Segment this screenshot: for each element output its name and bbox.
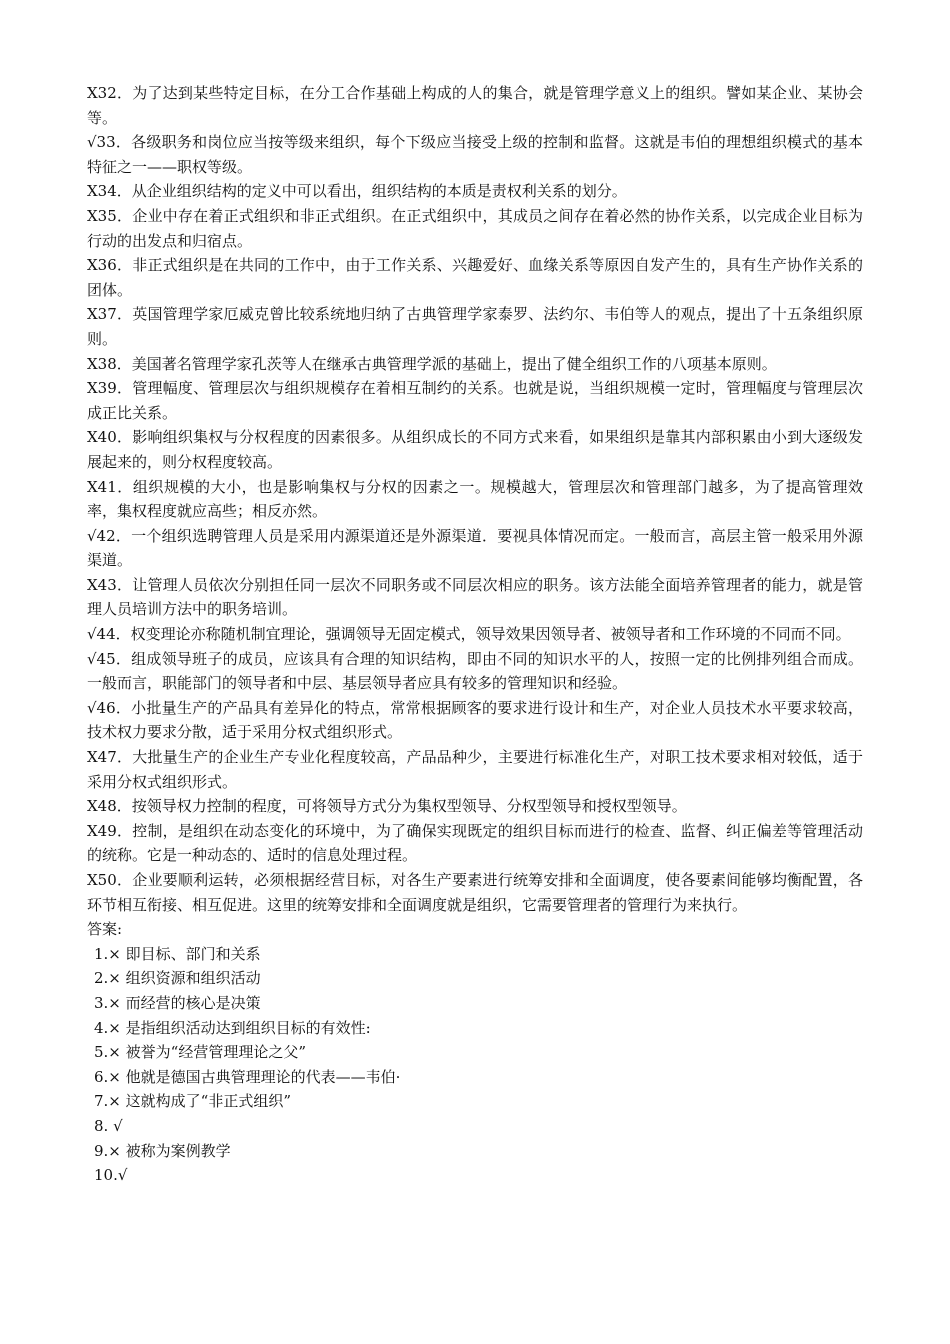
- document-page: [87, 81, 863, 1188]
- question-item: √46．小批量生产的产品具有差异化的特点，常常根据顾客的要求进行设计和生产，对企业人员技术水平要求较高，技术权力要求分散，适于采用分权式组织形式。: [87, 698, 863, 742]
- answer-item: 10.√: [94, 1166, 128, 1185]
- question-item: X43．让管理人员依次分别担任同一层次不同职务或不同层次相应的职务。该方法能全面培养管理者的能力，就是管理人员培训方法中的职务培训。: [87, 575, 863, 619]
- question-item: X37．英国管理学家厄威克曾比较系统地归纳了古典管理学家泰罗、法约尔、韦伯等人的观点，提出了十五条组织原则。: [87, 305, 863, 348]
- question-item: √33．各级职务和岗位应当按等级来组织，每个下级应当接受上级的控制和监督。这就是韦伯的理想组织模式的基本特征之一——职权等级。: [87, 133, 863, 176]
- question-item: X39．管理幅度、管理层次与组织规模存在着相互制约的关系。也就是说，当组织规模一定时，管理幅度与管理层次成正比关系。: [87, 379, 863, 422]
- question-item: √42．一个组织选聘管理人员是采用内源渠道还是外源渠道．要视具体情况而定。一般而言，高层主管一般采用外源渠道。: [87, 526, 863, 570]
- question-item: √44．权变理论亦称随机制宜理论，强调领导无固定模式，领导效果因领导者、被领导者和工作环境的不同而不同。: [87, 625, 851, 644]
- question-item: √45．组成领导班子的成员，应该具有合理的知识结构，即由不同的知识水平的人，按照一定的比例排列组合而成。一般而言，职能部门的领导者和中层、基层领导者应具有较多的管理知识和经验。: [87, 649, 863, 693]
- answer-item: 8. √: [94, 1116, 123, 1135]
- answer-item: 5.× 被誉为“经营管理理论之父”: [94, 1043, 306, 1062]
- question-item: X41．组织规模的大小，也是影响集权与分权的因素之一。规模越大，管理层次和管理部门越多，为了提高管理效率，集权程度就应高些；相反亦然。: [87, 477, 863, 521]
- question-item: X40．影响组织集权与分权程度的因素很多。从组织成长的不同方式来看，如果组织是靠其内部积累由小到大逐级发展起来的，则分权程度较高。: [87, 428, 863, 471]
- question-item: X34．从企业组织结构的定义中可以看出，组织结构的本质是责权利关系的划分。: [87, 182, 627, 201]
- answer-item: 4.× 是指组织活动达到组织目标的有效性:: [94, 1018, 371, 1037]
- question-list: [87, 81, 863, 917]
- question-item: X36．非正式组织是在共同的工作中，由于工作关系、兴趣爱好、血缘关系等原因自发产生的，具有生产协作关系的团体。: [87, 256, 863, 299]
- question-item: X32．为了达到某些特定目标，在分工合作基础上构成的人的集合，就是管理学意义上的组织。譬如某企业、某协会等。: [87, 84, 863, 127]
- question-item: X48．按领导权力控制的程度，可将领导方式分为集权型领导、分权型领导和授权型领导。: [87, 797, 687, 816]
- answer-list: [87, 942, 863, 1188]
- answer-item: 1.× 即目标、部门和关系: [94, 944, 261, 963]
- answer-item: 7.× 这就构成了“非正式组织”: [94, 1092, 291, 1111]
- question-item: X35．企业中存在着正式组织和非正式组织。在正式组织中，其成员之间存在着必然的协作关系，以完成企业目标为行动的出发点和归宿点。: [87, 206, 863, 250]
- question-item: X50．企业要顺利运转，必须根据经营目标，对各生产要素进行统筹安排和全面调度，使各要素间能够均衡配置，各环节相互衔接、相互促进。这里的统筹安排和全面调度就是组织，它需要管理者的管理行为来执行。: [87, 871, 863, 914]
- answer-item: 3.× 而经营的核心是决策: [94, 993, 261, 1012]
- answer-item: 2.× 组织资源和组织活动: [94, 969, 261, 988]
- answer-item: 6.× 他就是德国古典管理理论的代表——韦伯·: [94, 1067, 401, 1086]
- question-item: X47．大批量生产的企业生产专业化程度较高，产品品种少，主要进行标准化生产，对职工技术要求相对较低，适于采用分权式组织形式。: [87, 748, 863, 791]
- question-item: X49．控制，是组织在动态变化的环境中，为了确保实现既定的组织目标而进行的检查、监督、纠正偏差等管理活动的统称。它是一种动态的、适时的信息处理过程。: [87, 821, 863, 865]
- answers-heading: 答案:: [87, 920, 123, 939]
- answer-item: 9.× 被称为案例教学: [94, 1141, 231, 1160]
- question-item: X38．美国著名管理学家孔茨等人在继承古典管理学派的基础上，提出了健全组织工作的八项基本原则。: [87, 354, 777, 373]
